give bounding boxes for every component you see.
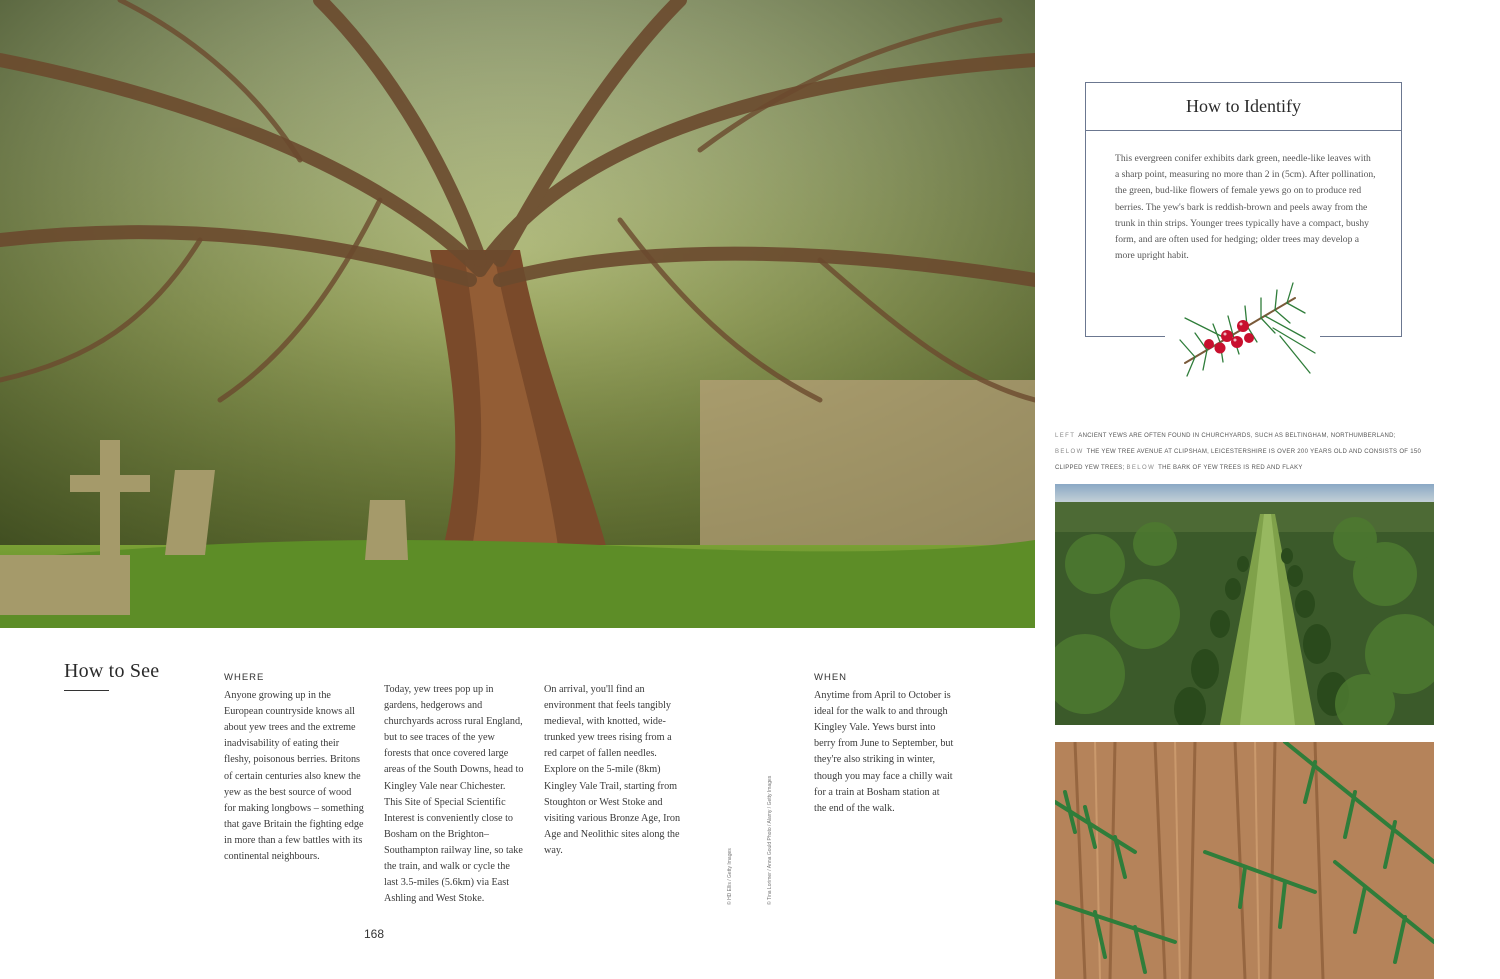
column-1-text: Anyone growing up in the European countryside knows all about yew trees and the extreme inadvisability of eating their fleshy, poisonous berries. Britons of certain centuries also knew the yew as the best source of wood for making longbows – something that gave Britain the fighting edge in more than a few battles with its continental neighbours. — [224, 690, 364, 863]
column-3 — [544, 682, 684, 859]
caption-text-3: THE BARK OF YEW TREES IS RED AND FLAKY — [1158, 465, 1303, 471]
when-heading: WHEN — [814, 672, 848, 683]
column-3-text: On arrival, you'll find an environment that feels tangibly medieval, with knotted, wide-trunked yew trees rising from a red carpet of fallen needles. Explore on the 5-mile (8km) Kingley Vale Trail, starting from Stoughton or West Stoke and visiting various Bronze Age, Iron Age and Neolithic sites along the way. — [544, 684, 681, 856]
column-2-text: Today, yew trees pop up in gardens, hedgerows and churchyards across rural England, but to see traces of the yew forests that once covered large areas of the South Downs, head to Kingley Vale near Chichester. This Site of Special Scientific Interest is conveniently close to Bosham on the Brighton–Southampton railway line, so take the train, and walk or cycle the last 3.5-miles (5.6km) via East Ashling and West Stoke. — [384, 684, 524, 905]
photo-caption — [1055, 428, 1435, 476]
yew-sprig-illustration — [1165, 278, 1320, 380]
caption-text-1: ANCIENT YEWS ARE OFTEN FOUND IN CHURCHYARDS, SUCH AS BELTINGHAM, NORTHUMBERLAND; — [1078, 433, 1396, 439]
yew-avenue-photo — [1055, 484, 1434, 725]
how-to-identify-title: How to Identify — [1086, 83, 1401, 131]
yew-tree-photo — [0, 0, 1035, 628]
yew-bark-photo — [1055, 742, 1434, 979]
how-to-see-title: How to See — [64, 660, 160, 682]
caption-text-2: THE YEW TREE AVENUE AT CLIPSHAM, LEICESTERSHIRE IS OVER 200 YEARS OLD AND CONSISTS OF 150 CLIPPED YEW TREES; — [1055, 449, 1422, 471]
how-to-identify-text: This evergreen conifer exhibits dark green, needle-like leaves with a sharp point, measuring no more than 2 in (5cm). After pollination, the green, bud-like flowers of female yews go on to produce red berries. The yew's bark is reddish-brown and peels away from the trunk in thin strips. Younger trees typically have a compact, bushy form, and are often used for hedging; older trees may develop a more upright habit. — [1115, 153, 1376, 262]
column-when — [814, 670, 954, 817]
title-rule — [64, 690, 109, 691]
page-number: 168 — [364, 927, 385, 941]
photo-credit-1: © HD Ellis / Getty Images — [727, 848, 733, 905]
column-4-text: Anytime from April to October is ideal for the walk to and through Kingley Vale. Yews burst into berry from June to September, but they're also striking in winter, though you may face a chilly wait for a train at Bosham station at the end of the walk. — [814, 690, 954, 814]
where-heading: WHERE — [224, 672, 265, 683]
column-2 — [384, 682, 524, 907]
caption-key-left: LEFT — [1055, 433, 1076, 439]
column-where — [224, 670, 364, 865]
caption-key-below-1: BELOW — [1055, 449, 1084, 455]
photo-credit-2: © Tina Lorimer / Anna Gould Photo / Alamy / Getty Images — [767, 775, 773, 905]
caption-key-below-2: BELOW — [1126, 465, 1156, 471]
